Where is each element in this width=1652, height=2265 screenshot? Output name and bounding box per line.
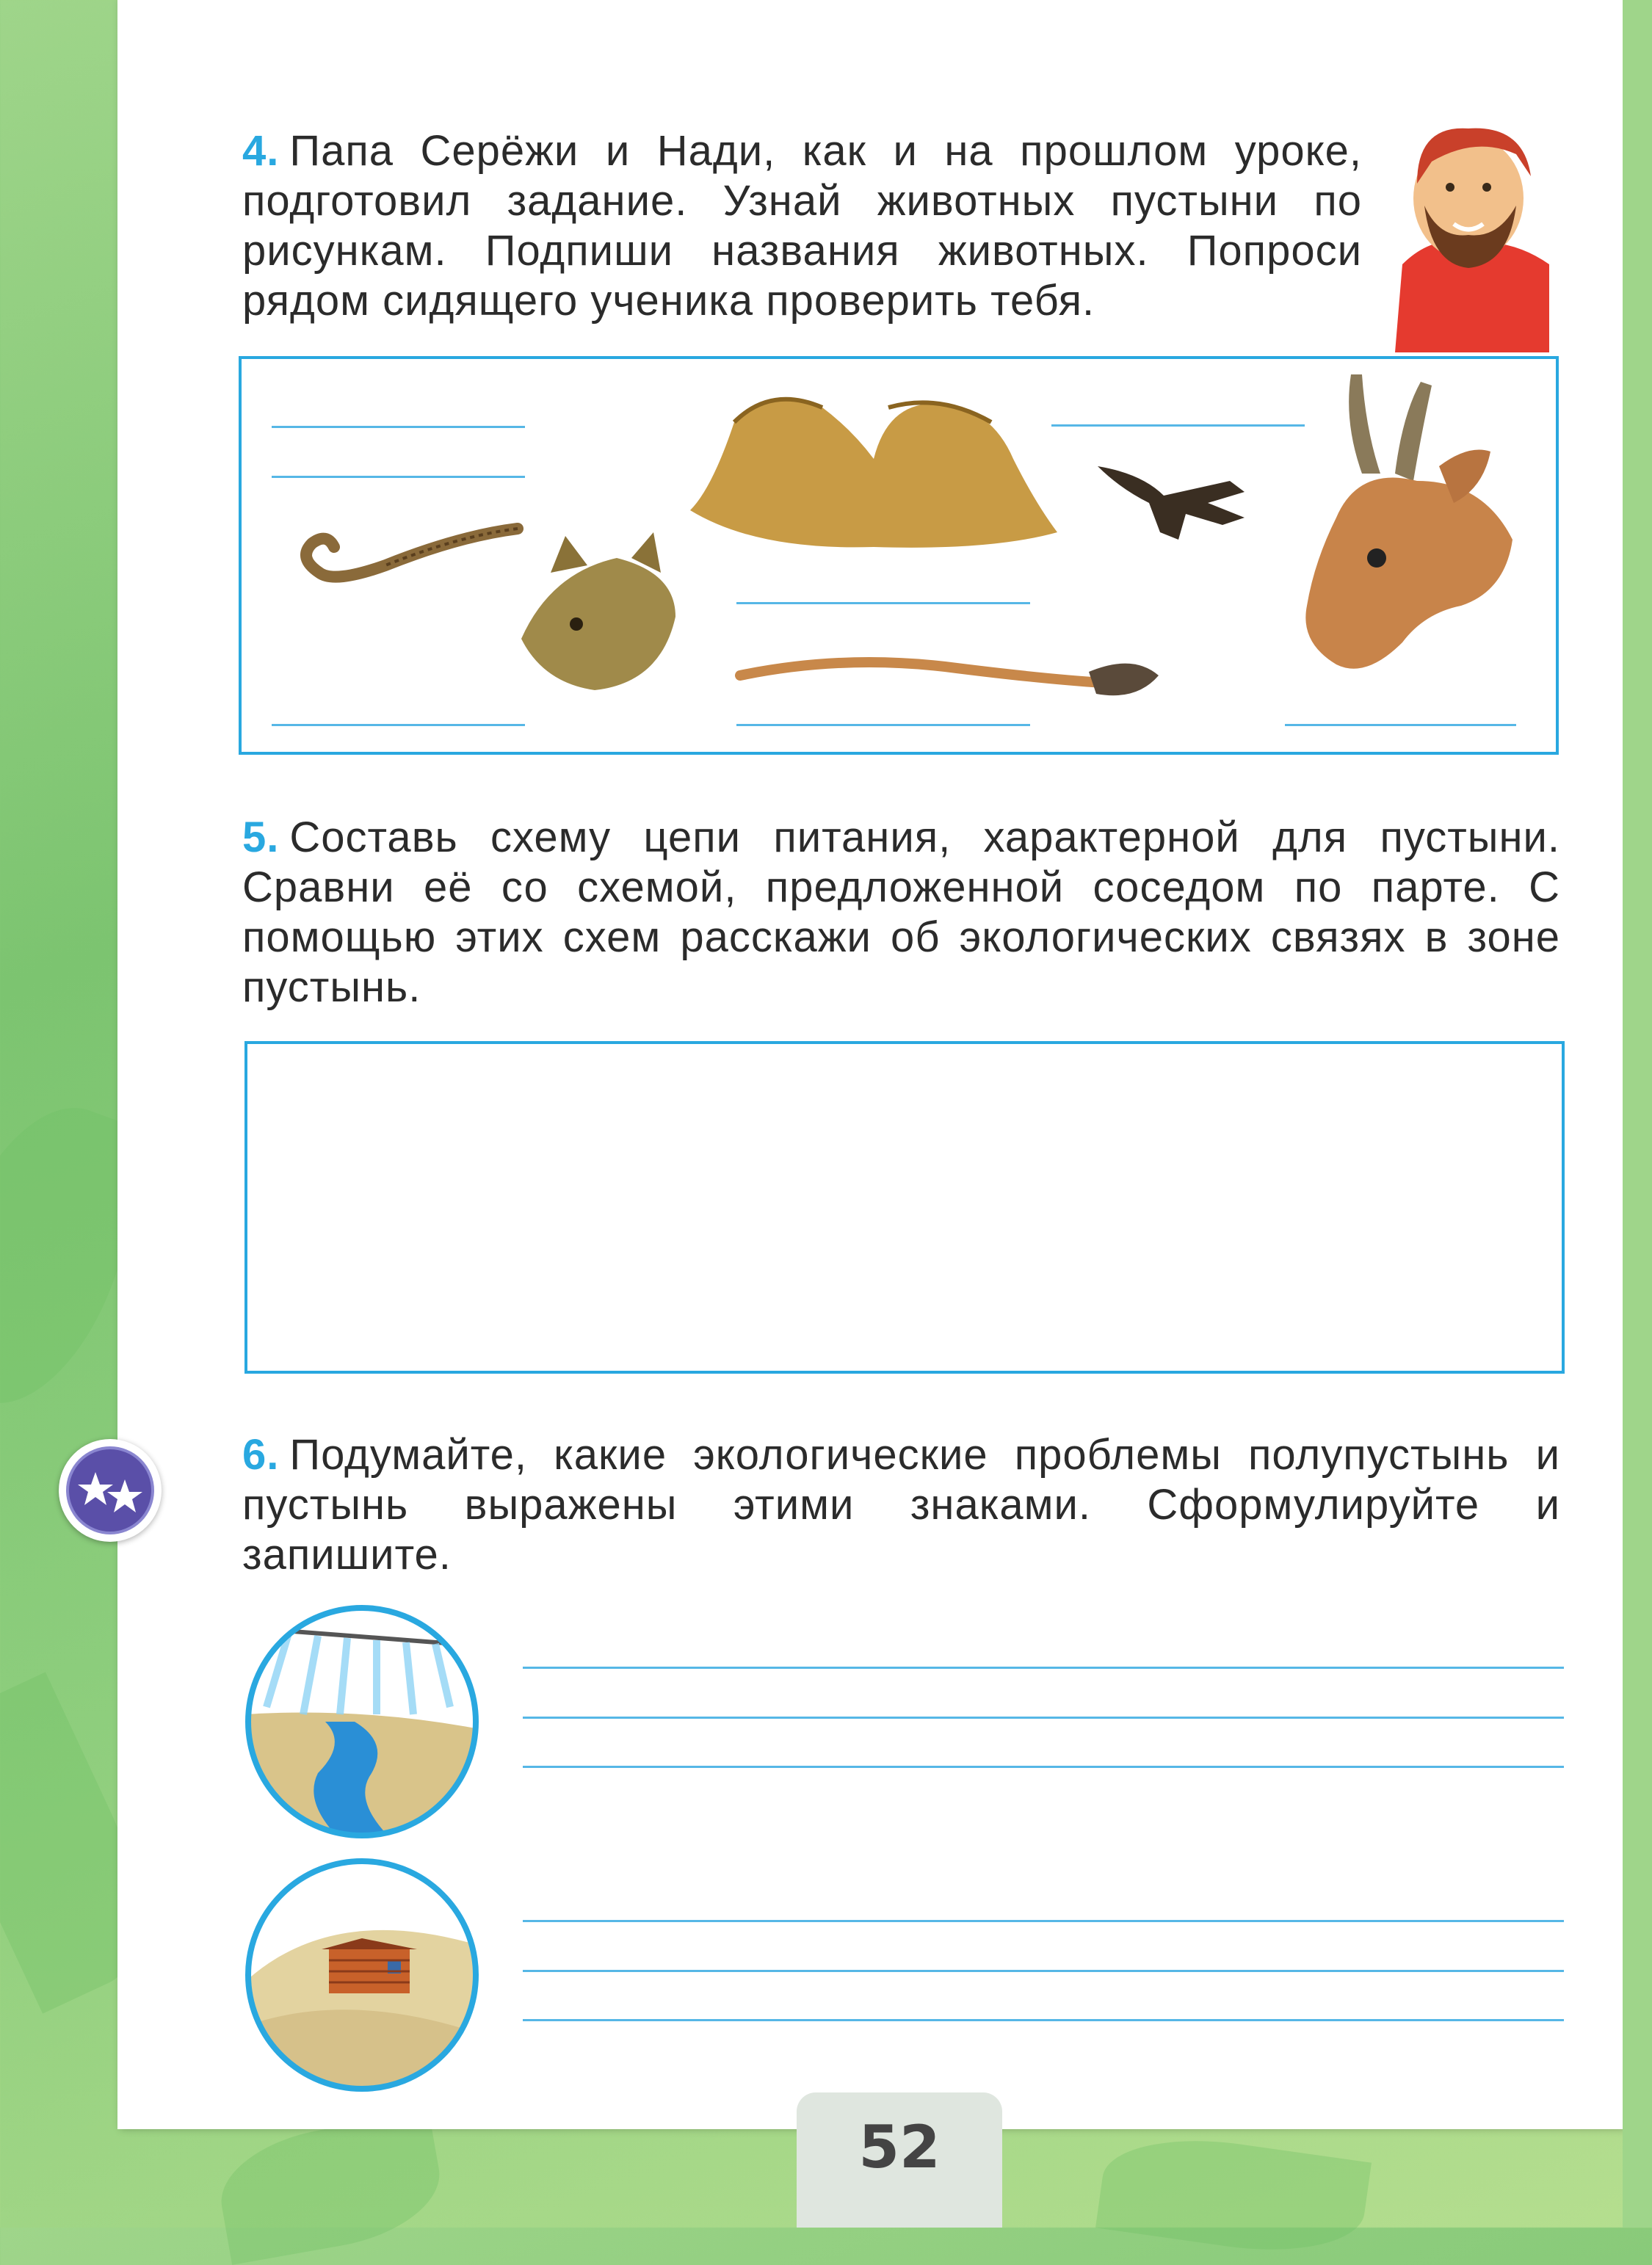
father-illustration bbox=[1388, 95, 1549, 352]
background-leaf bbox=[1095, 2126, 1372, 2265]
animal-tail-illustration bbox=[736, 639, 1162, 712]
background-leaf bbox=[211, 2111, 449, 2265]
write-line[interactable] bbox=[736, 724, 1030, 726]
jerboa-head-illustration bbox=[507, 529, 690, 697]
lizard-foot-illustration bbox=[1098, 452, 1252, 547]
write-line[interactable] bbox=[523, 1717, 1564, 1719]
sand-covered-house-sign-icon bbox=[244, 1858, 479, 2092]
irrigation-sign-icon bbox=[244, 1604, 479, 1839]
stars-icon bbox=[66, 1446, 154, 1534]
page-edge bbox=[1623, 0, 1652, 2228]
task-number: 6. bbox=[242, 1431, 280, 1479]
page-number: 52 bbox=[797, 2092, 1002, 2228]
food-chain-answer-box[interactable] bbox=[244, 1041, 1565, 1374]
write-line[interactable] bbox=[523, 1970, 1564, 1972]
saiga-head-illustration bbox=[1292, 371, 1520, 679]
write-line[interactable] bbox=[272, 476, 525, 478]
task-text: Составь схему цепи питания, характерной для пустыни. Сравни её со схемой, предложенной соседом по парте. С помощью этих схем расскажи об экологических связях в зоне пустынь. bbox=[242, 813, 1560, 1011]
write-line[interactable] bbox=[523, 2019, 1564, 2021]
task-6 bbox=[242, 1430, 1560, 1580]
write-line[interactable] bbox=[1285, 724, 1516, 726]
write-line[interactable] bbox=[523, 1766, 1564, 1768]
write-line[interactable] bbox=[272, 426, 525, 428]
task-5 bbox=[242, 813, 1560, 1012]
write-line[interactable] bbox=[523, 1920, 1564, 1922]
task-text: Папа Серёжи и Нади, как и на прошлом уроке, подготовил задание. Узнай животных пустыни по рисункам. Подпиши названия животных. Попроси рядом сидящего ученика проверить тебя. bbox=[242, 127, 1362, 325]
write-line[interactable] bbox=[272, 724, 525, 726]
task-text: Подумайте, какие экологические проблемы полупустынь и пустынь выражены этими знаками. Сформулируйте и запишите. bbox=[242, 1431, 1560, 1579]
pair-work-badge bbox=[59, 1439, 162, 1542]
task-number: 4. bbox=[242, 127, 280, 175]
lizard-tail-illustration bbox=[275, 514, 525, 617]
camel-humps-illustration bbox=[683, 378, 1065, 551]
write-line[interactable] bbox=[736, 602, 1030, 604]
task-4 bbox=[242, 126, 1362, 326]
write-line[interactable] bbox=[523, 1667, 1564, 1669]
write-line[interactable] bbox=[1051, 424, 1305, 427]
task-number: 5. bbox=[242, 813, 280, 861]
